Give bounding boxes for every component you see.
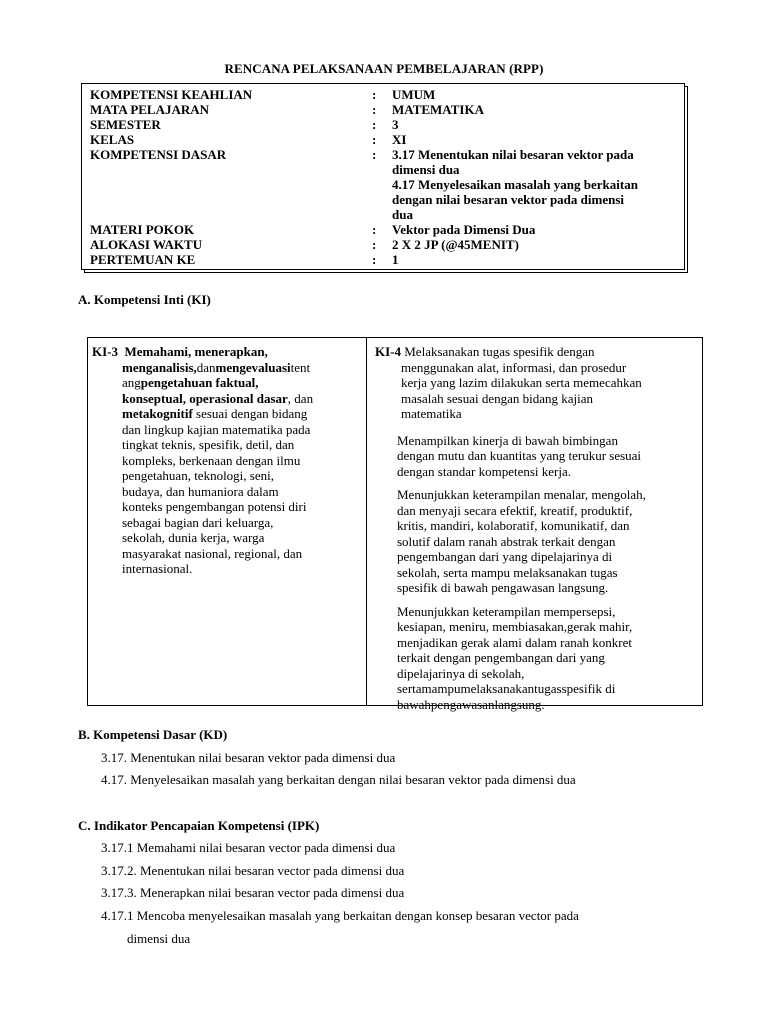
ki-table-divider: [366, 338, 367, 705]
ki3-line: [122, 391, 362, 407]
identity-colon: :: [372, 252, 377, 267]
document-title: RENCANA PELAKSANAAN PEMBELAJARAN (RPP): [224, 61, 544, 76]
ki4-line: Menunjukkan keterampilan mempersepsi,: [397, 603, 616, 619]
ki3-text: konseptual, operasional dasar: [122, 390, 288, 406]
identity-value: 3: [392, 117, 399, 132]
ki4-line: menggunakan alat, informasi, dan prosedur: [401, 359, 627, 375]
identity-value: XI: [392, 132, 407, 147]
identity-label: KELAS: [90, 132, 135, 147]
identity-value: MATEMATIKA: [392, 102, 484, 117]
identity-colon: :: [372, 117, 377, 132]
ipk-item: 4.17.1 Mencoba menyelesaikan masalah yang berkaitan dengan konsep besaran vector pada: [101, 908, 579, 923]
identity-value-line: dua: [392, 207, 413, 222]
ki3-text: metakognitif: [122, 406, 193, 421]
ki4-line: kerja yang lazim dilakukan serta memecahkan: [401, 375, 642, 390]
identity-label: MATA PELAJARAN: [90, 102, 210, 117]
ki3-body: [92, 360, 362, 577]
identity-label: SEMESTER: [90, 117, 161, 132]
identity-value-line: dengan nilai besaran vektor pada dimensi: [392, 192, 625, 207]
identity-colon: :: [372, 222, 377, 237]
ki3-line: sebagai bagian dari keluarga,: [122, 514, 274, 530]
ki4-code: KI-4: [375, 344, 401, 359]
ki4-line: dengan standar kompetensi kerja.: [397, 463, 571, 479]
ki4-line: kritis, mandiri, kolaboratif, komunikatif, dan: [397, 518, 630, 533]
ki4-paragraph-2: [375, 487, 699, 596]
ki4-line: bawahpengawasanlangsung.: [397, 696, 545, 712]
ki3-line: kompleks, berkenaan dengan ilmu: [122, 452, 301, 468]
ki3-text: ang: [122, 375, 141, 390]
ki3-line: dan lingkup kajian matematika pada: [122, 421, 311, 437]
ki4-line: dengan mutu dan kuantitas yang terukur sesuai: [397, 448, 642, 463]
ki4-line: dipelajarinya di sekolah,: [397, 665, 525, 681]
ki3-text: mengevaluasi: [215, 359, 291, 375]
ki4-line: menjadikan gerak alami dalam ranah konkret: [397, 634, 632, 650]
ki3-line: [122, 375, 362, 391]
identity-label: PERTEMUAN KE: [90, 252, 196, 267]
ipk-item: 3.17.3. Menerapkan nilai besaran vector pada dimensi dua: [101, 885, 405, 900]
identity-colon: :: [372, 102, 377, 117]
ki4-line: [375, 344, 699, 360]
ki3-text: sesuai dengan bidang: [192, 406, 308, 421]
ki4-paragraph-1: [375, 433, 699, 480]
identity-label: MATERI POKOK: [90, 222, 195, 237]
identity-label: KOMPETENSI DASAR: [90, 147, 227, 162]
identity-colon: :: [372, 87, 377, 102]
ki3-line: tingkat teknis, spesifik, detil, dan: [122, 437, 295, 452]
ki4-line: kesiapan, meniru, membiasakan,gerak mahir,: [397, 619, 633, 634]
ki3-line: [122, 360, 362, 376]
identity-value: [392, 147, 692, 222]
ki4-line: dan menyaji secara efektif, kreatif, produktif,: [397, 502, 633, 518]
ki4-cell: [375, 344, 699, 712]
ki4-line: Menampilkan kinerja di bawah bimbingan: [397, 432, 618, 448]
kd-item: 3.17. Menentukan nilai besaran vektor pada dimensi dua: [101, 750, 396, 765]
ki3-text: dan: [196, 359, 216, 375]
ki3-line: budaya, dan humaniora dalam: [122, 483, 279, 499]
ipk-item-continuation: dimensi dua: [127, 931, 191, 946]
ipk-item: 3.17.2. Menentukan nilai besaran vector pada dimensi dua: [101, 863, 405, 878]
ki4-line: Menunjukkan keterampilan menalar, mengolah,: [397, 487, 646, 502]
ki3-code: KI-3: [92, 344, 118, 359]
identity-value-line: 4.17 Menyelesaikan masalah yang berkaitan: [392, 177, 638, 192]
identity-colon: :: [372, 132, 377, 147]
ki-table: [87, 337, 703, 712]
kd-item: 4.17. Menyelesaikan masalah yang berkaitan dengan nilai besaran vektor pada dimensi dua: [101, 772, 576, 787]
identity-box: [81, 83, 685, 270]
identity-colon: :: [372, 147, 377, 162]
ipk-item: 3.17.1 Memahami nilai besaran vector pada dimensi dua: [101, 840, 396, 855]
identity-label: KOMPETENSI KEAHLIAN: [90, 87, 253, 102]
section-c-heading: C. Indikator Pencapaian Kompetensi (IPK): [78, 818, 320, 833]
ki4-line: pengembangan dari yang dipelajarinya di: [397, 549, 613, 564]
ki3-cell: [92, 344, 362, 577]
ki4-line: matematika: [401, 406, 462, 421]
identity-colon: :: [372, 237, 377, 252]
ki3-text: , dan: [287, 390, 314, 406]
ki3-line: pengetahuan, teknologi, seni,: [122, 468, 274, 483]
ki4-line: sekolah, serta mampu melaksanakan tugas: [397, 564, 618, 580]
ki4-paragraph-3: [375, 604, 699, 713]
ki3-text: pengetahuan faktual,: [140, 375, 259, 390]
identity-value: 1: [392, 252, 399, 267]
ki3-line: [122, 406, 362, 422]
identity-value: Vektor pada Dimensi Dua: [392, 222, 536, 237]
ki3-line: sekolah, dunia kerja, warga: [122, 530, 265, 545]
ki4-line: solutif dalam ranah abstrak terkait dengan: [397, 533, 616, 549]
ki3-line: konteks pengembangan potensi diri: [122, 499, 307, 514]
identity-value-line: dimensi dua: [392, 162, 460, 177]
identity-value: 2 X 2 JP (@45MENIT): [392, 237, 519, 252]
ki3-text: menganalisis,: [122, 359, 197, 375]
ki4-text: Melaksanakan tugas spesifik dengan: [404, 344, 595, 359]
ki4-line: sertamampumelaksanakantugasspesifik di: [397, 681, 616, 696]
ki3-line: [92, 344, 362, 360]
identity-value-line: 3.17 Menentukan nilai besaran vektor pada: [392, 147, 634, 162]
section-b-heading: B. Kompetensi Dasar (KD): [78, 727, 228, 742]
ki3-text: tent: [290, 359, 311, 375]
ki4-line: masalah sesuai dengan bidang kajian: [401, 390, 594, 406]
ki4-line: terkait dengan pengembangan dari yang: [397, 650, 605, 665]
identity-value: UMUM: [392, 87, 436, 102]
ki4-hang: [375, 360, 699, 422]
section-a-heading: A. Kompetensi Inti (KI): [78, 292, 211, 307]
identity-label: ALOKASI WAKTU: [90, 237, 203, 252]
ki3-text: Memahami, menerapkan,: [124, 344, 268, 359]
ki4-line: spesifik di bawah pengawasan langsung.: [397, 580, 609, 595]
ki3-line: internasional.: [122, 561, 193, 576]
ki3-line: masyarakat nasional, regional, dan: [122, 545, 303, 561]
